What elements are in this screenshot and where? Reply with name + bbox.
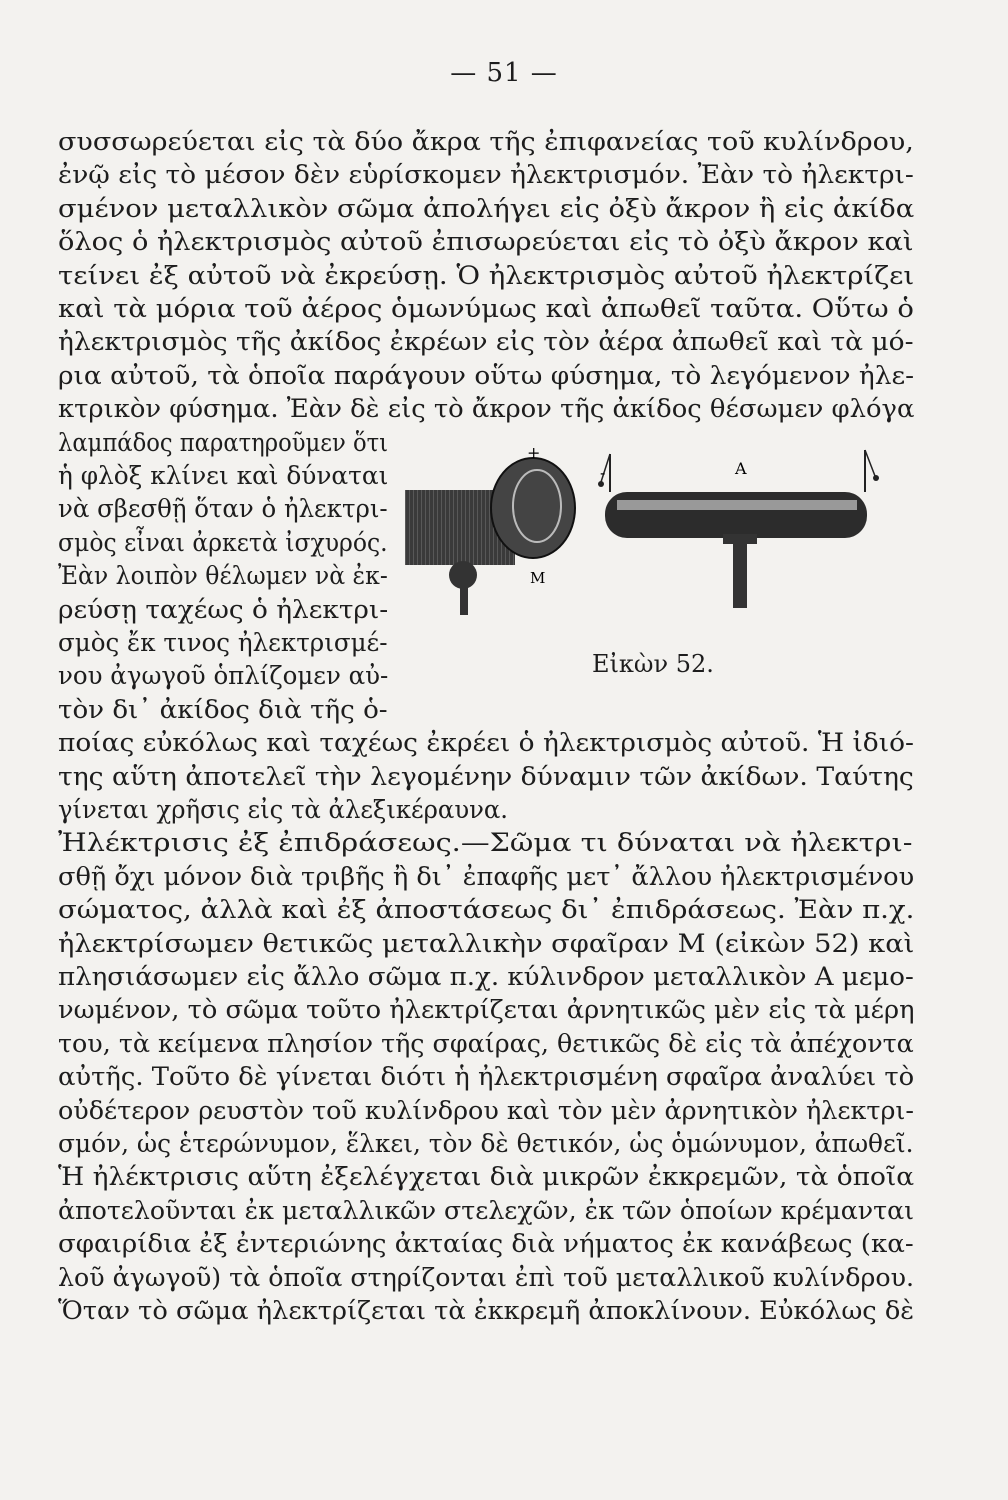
text-line: πλησιάσωμεν εἰς ἄλλο σῶμα π.χ. κύλινδρον μεταλλικὸν Α μεμο- <box>58 962 914 991</box>
text-line: σθῇ ὄχι μόνον διὰ τριβῆς ἢ δι᾽ ἐπαφῆς μετ᾽ ἄλλου ἠλεκτρισμένου <box>58 861 915 891</box>
label-m: Μ <box>530 569 546 587</box>
text-line: ρεύσῃ ταχέως ὁ ἠλεκτρι- <box>58 594 389 624</box>
page-number: — 51 — <box>450 58 558 88</box>
text-line: του, τὰ κείμενα πλησίον τῆς σφαίρας, θετικῶς δὲ εἰς τὰ ἀπέχοντα <box>58 1028 914 1058</box>
text-line: καὶ τὰ μόρια τοῦ ἀέρος ὁμωνύμως καὶ ἀπωθεῖ ταῦτα. Οὕτω ὁ <box>58 294 914 323</box>
sphere-m <box>491 458 575 558</box>
text-line: αὐτῆς. Τοῦτο δὲ γίνεται διότι ἡ ἠλεκτρισμένη σφαῖρα ἀναλύει τὸ <box>58 1062 915 1092</box>
text-line: σμόν, ὡς ἑτερώνυμον, ἕλκει, τὸν δὲ θετικόν, ὡς ὁμώνυμον, ἀπωθεῖ. <box>58 1129 914 1158</box>
minus-sign: - <box>600 463 606 482</box>
text-line: Ἐὰν λοιπὸν θέλωμεν νὰ ἐκ- <box>58 561 388 591</box>
text-line: κτρικὸν φύσημα. Ἐὰν δὲ εἰς τὸ ἄκρον τῆς ἀκίδος θέσωμεν φλόγα <box>58 394 915 424</box>
plus-sign: + <box>527 443 541 462</box>
electrostatic-induction-illustration <box>405 440 905 680</box>
text-line: ρια αὐτοῦ, τὰ ὁποῖα παράγουν οὕτω φύσημα, τὸ λεγόμενον ἠλε- <box>58 360 915 390</box>
text-line: σμὸς εἶναι ἀρκετὰ ἰσχυρός. <box>58 527 388 557</box>
text-line: συσσωρεύεται εἰς τὰ δύο ἄκρα τῆς ἐπιφανείας τοῦ κυλίνδρου, <box>58 127 914 156</box>
text-line: Ἠλέκτρισις ἐξ ἐπιδράσεως.—Σῶμα τι δύναται νὰ ἠλεκτρι- <box>58 828 913 858</box>
text-line: ἐνῷ εἰς τὸ μέσον δὲν εὑρίσκομεν ἠλεκτρισμόν. Ἐὰν τὸ ἠλεκτρι- <box>58 160 914 190</box>
text-line: λαμπάδος παρατηροῦμεν ὅτι <box>58 427 389 457</box>
text-line: ἀποτελοῦνται ἐκ μεταλλικῶν στελεχῶν, ἐκ τῶν ὁποίων κρέμανται <box>58 1195 915 1225</box>
cylinder-stand-collar <box>723 534 757 544</box>
text-line: σφαιρίδια ἐξ ἐντεριώνης ἀκταίας διὰ νήματος ἐκ κανάβεως (κα- <box>58 1229 914 1259</box>
figure-caption: Εἰκὼν 52. <box>592 650 714 678</box>
text-line: οὐδέτερον ρευστὸν τοῦ κυλίνδρου καὶ τὸν μὲν ἀρνητικὸν ἠλεκτρι- <box>58 1095 914 1125</box>
text-line: ποίας εὐκόλως καὶ ταχέως ἐκρέει ὁ ἠλεκτρισμὸς αὐτοῦ. Ἡ ἰδιό- <box>58 728 914 758</box>
text-line: τείνει ἐξ αὐτοῦ νὰ ἐκρεύσῃ. Ὁ ἠλεκτρισμὸς αὐτοῦ ἠλεκτρίζει <box>58 260 915 290</box>
text-line: νου ἀγωγοῦ ὁπλίζομεν αὐ- <box>58 661 389 691</box>
sphere-stand-rod <box>460 575 468 615</box>
text-line: σμὸς ἔκ τινος ἠλεκτρισμέ- <box>58 628 388 657</box>
text-line: σμένον μεταλλικὸν σῶμα ἀπολήγει εἰς ὀξὺ ἄκρον ἢ εἰς ἀκίδα <box>58 193 915 223</box>
text-line: λοῦ ἀγωγοῦ) τὰ ὁποῖα στηρίζονται ἐπὶ τοῦ μεταλλικοῦ κυλίνδρου. <box>58 1262 915 1292</box>
figure-52 <box>405 440 905 680</box>
text-line: τὸν δι᾽ ἀκίδος διὰ τῆς ὁ- <box>58 694 388 724</box>
text-line: νὰ σβεσθῇ ὅταν ὁ ἠλεκτρι- <box>58 494 388 524</box>
text-line: Ὅταν τὸ σῶμα ἠλεκτρίζεται τὰ ἐκκρεμῆ ἀποκλίνουν. Εὐκόλως δὲ <box>58 1296 915 1325</box>
pendulum-right-ball <box>873 475 879 481</box>
cylinder-stand-rod <box>733 538 747 608</box>
label-a: Α <box>735 459 747 478</box>
text-line: ἠλεκτρίσωμεν θετικῶς μεταλλικὴν σφαῖραν Μ (εἰκὼν 52) καὶ <box>58 928 915 958</box>
pendulum-right-thread <box>865 450 875 476</box>
text-line: της αὕτη ἀποτελεῖ τὴν λεγομένην δύναμιν τῶν ἀκίδων. Ταύτης <box>58 761 914 791</box>
text-line: γίνεται χρῆσις εἰς τὰ ἀλεξικέραυνα. <box>58 795 508 824</box>
text-line: νωμένον, τὸ σῶμα τοῦτο ἠλεκτρίζεται ἀρνητικῶς μὲν εἰς τὰ μέρη <box>58 995 915 1025</box>
cylinder-a <box>605 492 867 538</box>
text-line: σώματος, ἀλλὰ καὶ ἐξ ἀποστάσεως δι᾽ ἐπιδράσεως. Ἐὰν π.χ. <box>58 895 915 925</box>
text-line: Ἡ ἠλέκτρισις αὕτη ἐξελέγχεται διὰ μικρῶν ἐκκρεμῶν, τὰ ὁποῖα <box>58 1162 915 1192</box>
cylinder-highlight <box>617 500 857 510</box>
text-line: ἡ φλὸξ κλίνει καὶ δύναται <box>58 461 389 490</box>
text-line: ἠλεκτρισμὸς τῆς ἀκίδος ἐκρέων εἰς τὸν ἀέρα ἀπωθεῖ καὶ τὰ μό- <box>58 327 914 357</box>
text-line: ὅλος ὁ ἠλεκτρισμὸς αὐτοῦ ἐπισωρεύεται εἰς τὸ ὀξὺ ἄκρον καὶ <box>58 227 914 257</box>
